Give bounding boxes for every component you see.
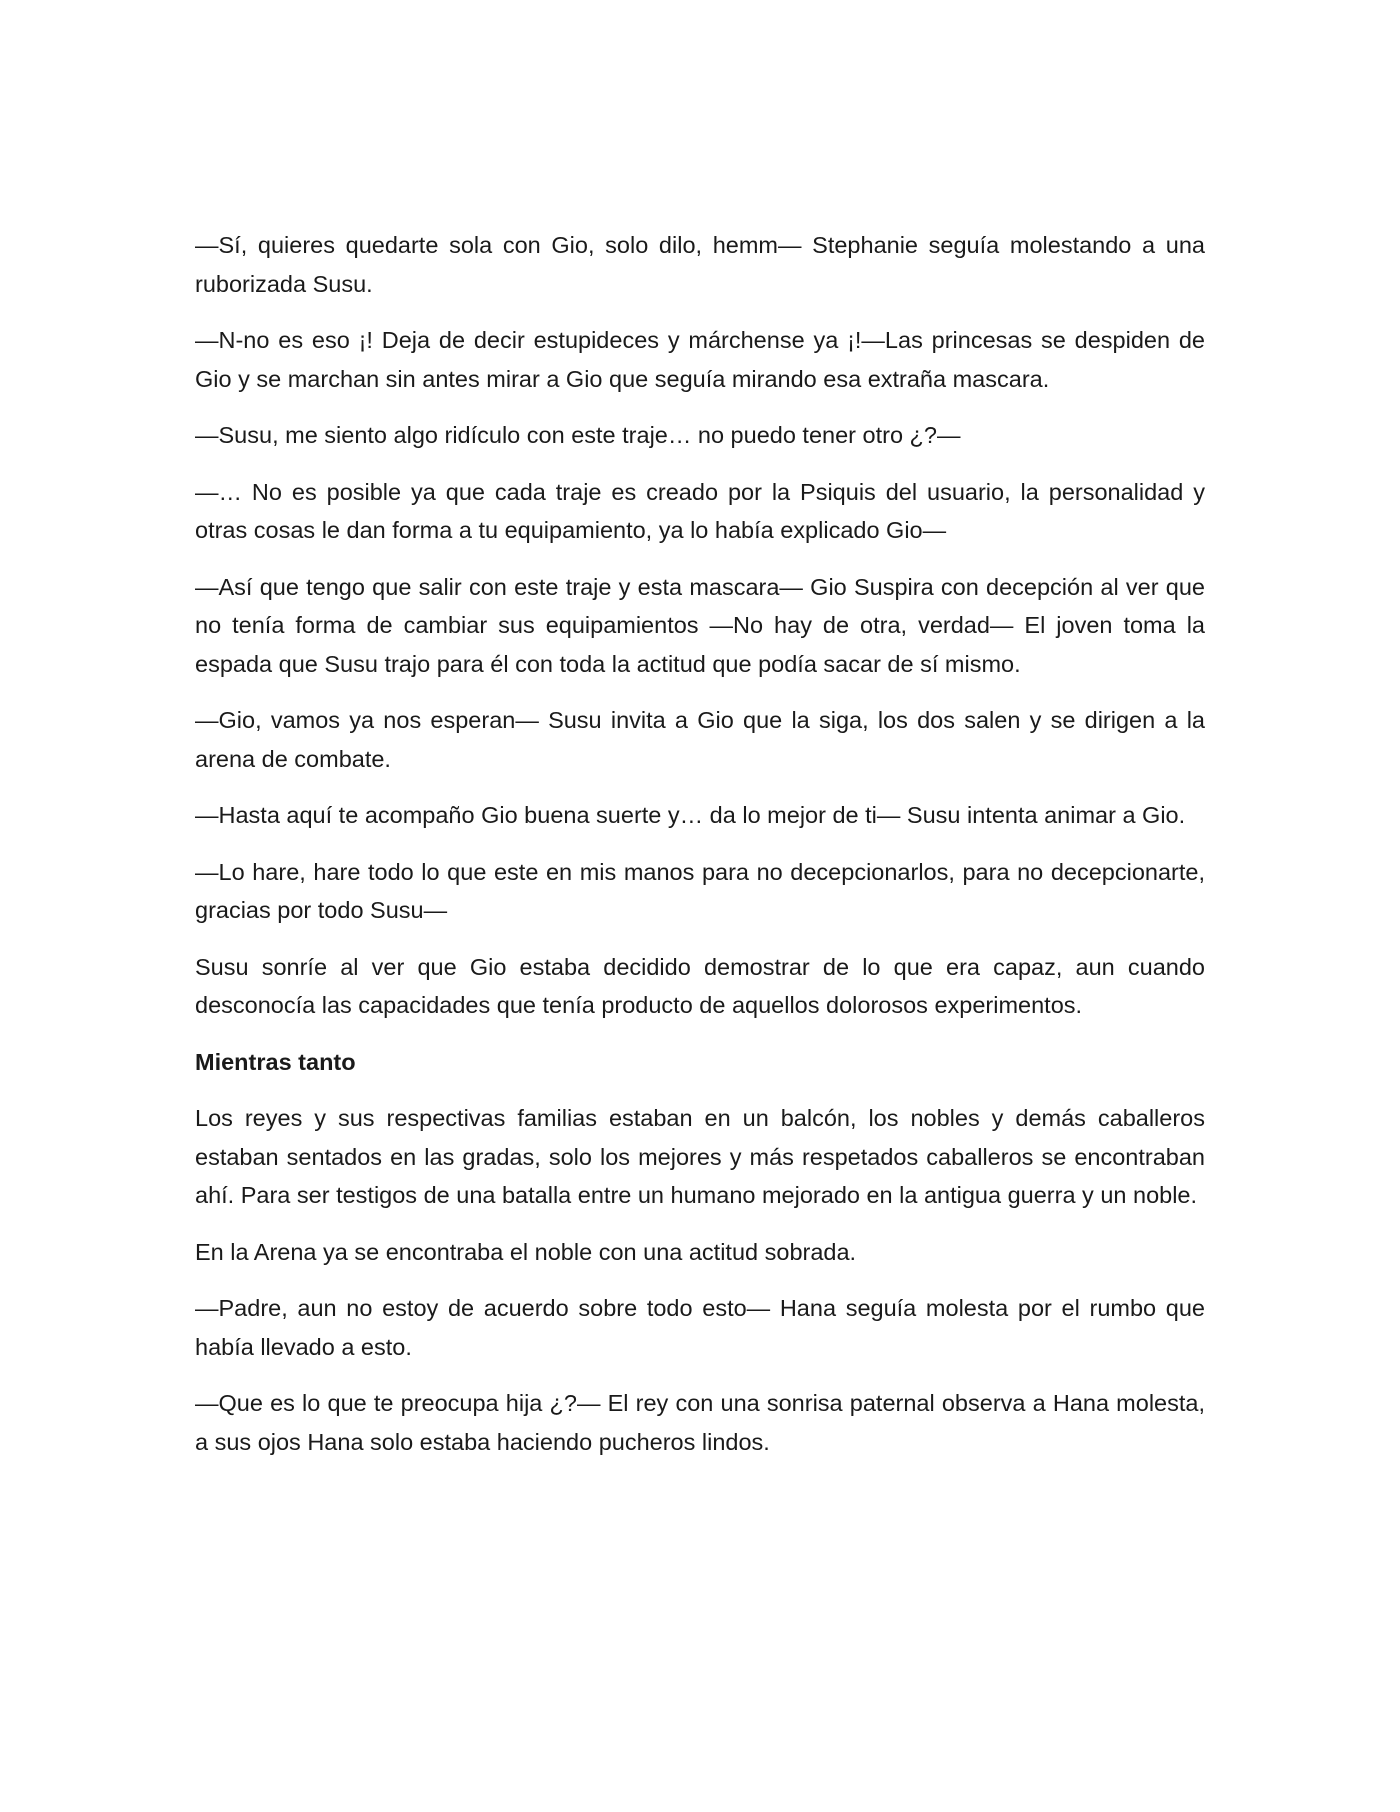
paragraph: —Hasta aquí te acompaño Gio buena suerte y… da lo mejor de ti— Susu intenta animar a Gio. [195, 802, 1186, 828]
paragraph: Los reyes y sus respectivas familias estaban en un balcón, los nobles y demás caballeros estaban sentados en las gradas, solo los mejores y más respetados caballeros se encontraban ahí. Para ser testigos de una batalla entre un humano mejorado en la antigua guerra y un noble. [195, 1105, 1205, 1208]
paragraph: —N-no es eso ¡! Deja de decir estupideces y márchense ya ¡!—Las princesas se despiden de Gio y se marchan sin antes mirar a Gio que seguía mirando esa extraña mascara. [195, 327, 1205, 392]
paragraph: Susu sonríe al ver que Gio estaba decidido demostrar de lo que era capaz, aun cuando desconocía las capacidades que tenía producto de aquellos dolorosos experimentos. [195, 953, 1205, 1018]
section-heading: Mientras tanto [195, 1048, 356, 1075]
paragraph: En la Arena ya se encontraba el noble con una actitud sobrada. [195, 1238, 857, 1265]
paragraph: —Así que tengo que salir con este traje y esta mascara— Gio Suspira con decepción al ver que no tenía forma de cambiar sus equipamientos —No hay de otra, verdad— El joven toma la espada que Susu trajo para él con toda la actitud que podía sacar de sí mismo. [195, 573, 1205, 677]
paragraph: —… No es posible ya que cada traje es creado por la Psiquis del usuario, la personalidad y otras cosas le dan forma a tu equipamiento, ya lo había explicado Gio— [195, 478, 1205, 543]
paragraph: —Padre, aun no estoy de acuerdo sobre todo esto— Hana seguía molesta por el rumbo que había llevado a esto. [195, 1295, 1205, 1360]
document-page [195, 226, 1205, 1479]
paragraph: —Sí, quieres quedarte sola con Gio, solo dilo, hemm— Stephanie seguía molestando a una ruborizada Susu. [195, 232, 1205, 297]
paragraph: —Gio, vamos ya nos esperan— Susu invita a Gio que la siga, los dos salen y se dirigen a la arena de combate. [195, 707, 1205, 772]
paragraph: —Lo hare, hare todo lo que este en mis manos para no decepcionarlos, para no decepcionarte, gracias por todo Susu— [195, 858, 1205, 923]
paragraph: —Que es lo que te preocupa hija ¿?— El rey con una sonrisa paternal observa a Hana molesta, a sus ojos Hana solo estaba haciendo pucheros lindos. [195, 1390, 1205, 1455]
paragraph: —Susu, me siento algo ridículo con este traje… no puedo tener otro ¿?— [195, 422, 961, 448]
